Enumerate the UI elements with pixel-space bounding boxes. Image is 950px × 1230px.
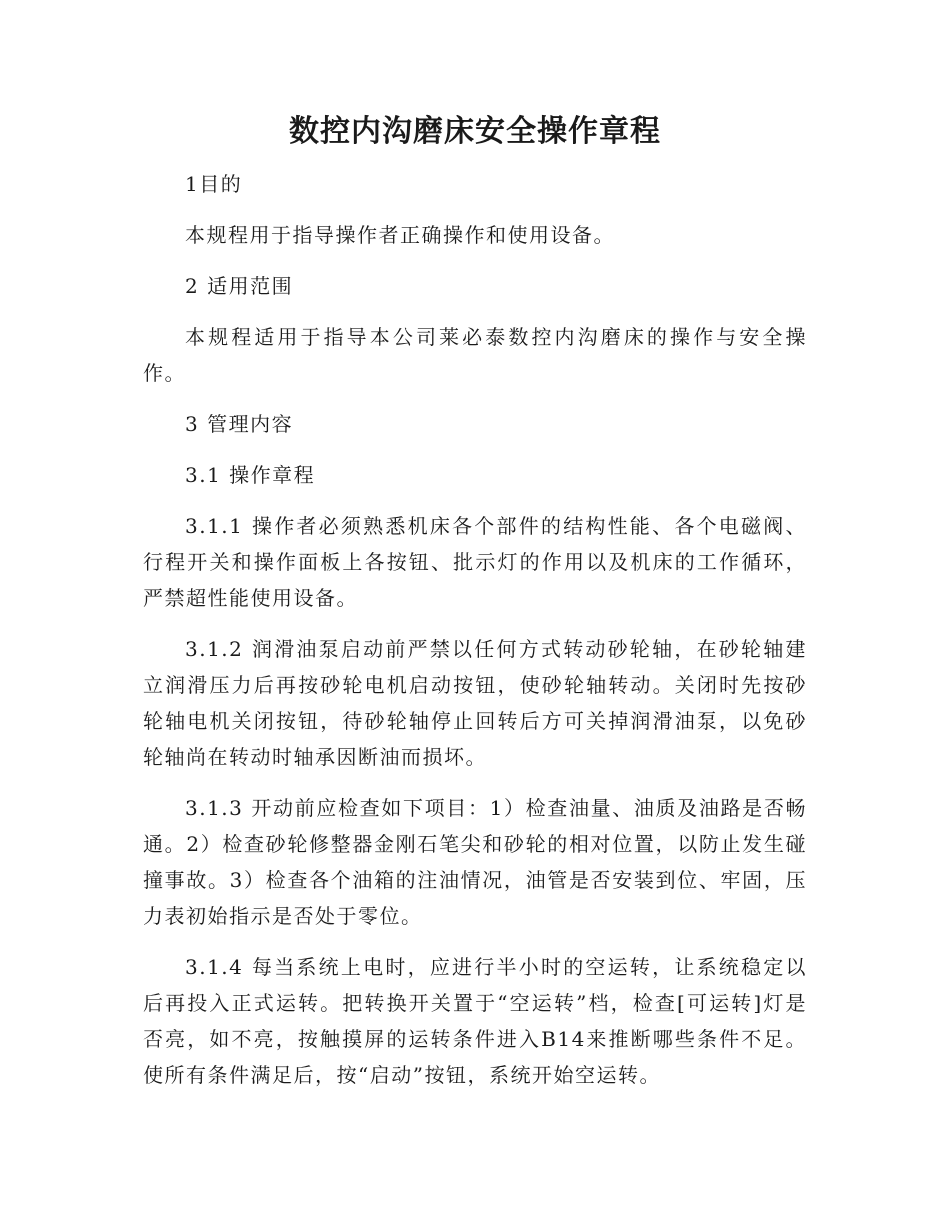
scope-paragraph: 本规程适用于指导本公司莱必泰数控内沟磨床的操作与安全操作。	[143, 325, 807, 385]
section-heading-management: 3 管理内容	[185, 412, 294, 436]
subsection-heading-operation: 3.1 操作章程	[185, 463, 316, 487]
section-heading-purpose: 1目的	[185, 172, 243, 196]
clause-3-1-2: 3.1.2 润滑油泵启动前严禁以任何方式转动砂轮轴，在砂轮轴建立润滑压力后再按砂轮电机启动按钮，使砂轮轴转动。关闭时先按砂轮轴电机关闭按钮，待砂轮轴停止回转后方可关掉润滑油泵，以免砂轮轴尚在转动时轴承因断油而损坏。	[143, 637, 807, 769]
clause-3-1-1: 3.1.1 操作者必须熟悉机床各个部件的结构性能、各个电磁阀、行程开关和操作面板上各按钮、批示灯的作用以及机床的工作循环，严禁超性能使用设备。	[143, 514, 807, 610]
document-title: 数控内沟磨床安全操作章程	[289, 114, 661, 149]
section-heading-scope: 2 适用范围	[185, 274, 294, 298]
clause-3-1-3: 3.1.3 开动前应检查如下项目：1）检查油量、油质及油路是否畅通。2）检查砂轮修整器金刚石笔尖和砂轮的相对位置，以防止发生碰撞事故。3）检查各个油箱的注油情况，油管是否安装到位、牢固，压力表初始指示是否处于零位。	[143, 796, 807, 928]
purpose-paragraph: 本规程用于指导操作者正确操作和使用设备。	[185, 223, 615, 247]
document-body	[143, 166, 807, 1108]
clause-3-1-4: 3.1.4 每当系统上电时，应进行半小时的空运转，让系统稳定以后再投入正式运转。把转换开关置于“空运转”档，检查[可运转]灯是否亮，如不亮，按触摸屏的运转条件进入B14来推断哪些条件不足。使所有条件满足后，按“启动”按钮，系统开始空运转。	[143, 955, 807, 1087]
